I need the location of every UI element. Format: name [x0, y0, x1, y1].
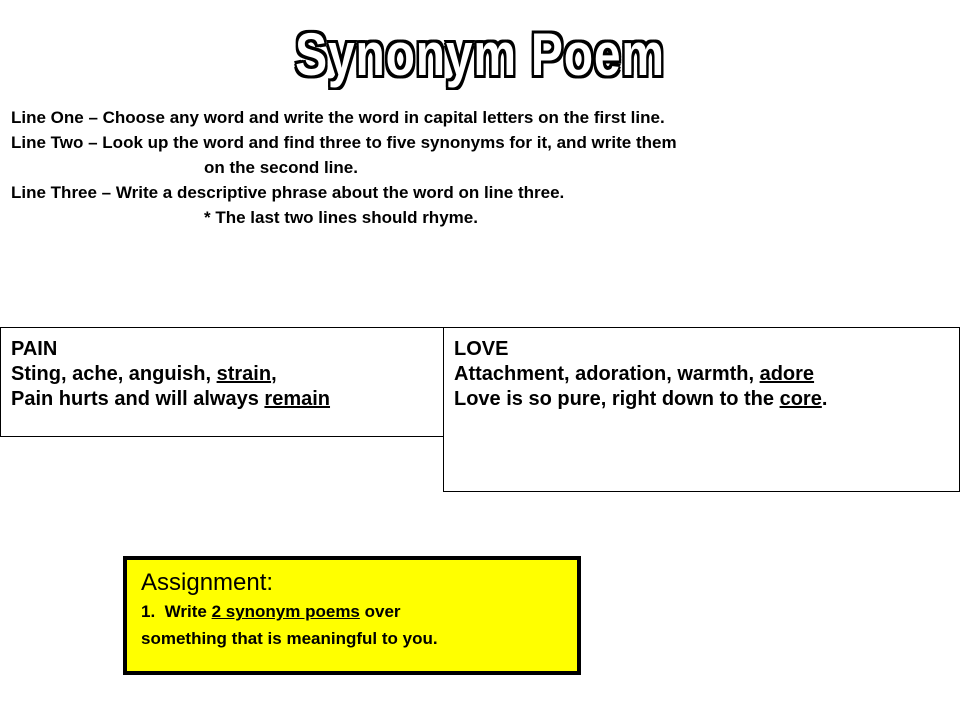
instruction-line-two: Line Two – Look up the word and find three to five synonyms for it, and write them [11, 133, 677, 152]
example-poem-love [443, 327, 960, 492]
item-text-end: over [359, 602, 401, 621]
synonyms-text: Attachment, adoration, warmth, [454, 363, 760, 385]
instructions [11, 105, 956, 230]
assignment-item-continued: something that is meaningful to you. [141, 629, 438, 648]
poem-synonyms [454, 362, 959, 387]
rhyme-word: adore [759, 363, 815, 385]
synonyms-text: Sting, ache, anguish, [11, 363, 217, 385]
item-text: Write [164, 602, 212, 621]
item-number: 1. [141, 602, 156, 621]
example-poem-pain [0, 327, 446, 437]
rhyme-note: * The last two lines should rhyme. [204, 208, 478, 227]
phrase-text: Pain hurts and will always [11, 388, 265, 410]
phrase-text: Love is so pure, right down to the [454, 388, 780, 410]
assignment-heading: Assignment: [141, 569, 274, 596]
task-highlight: 2 synonym poems [211, 602, 360, 621]
poem-phrase [11, 387, 445, 412]
page-title: Synonym Poem [295, 21, 665, 88]
instruction-line-one: Line One – Choose any word and write the word in capital letters on the first line. [11, 108, 665, 127]
instruction-line-two-continued: on the second line. [204, 158, 358, 177]
instruction-line-three: Line Three – Write a descriptive phrase about the word on line three. [11, 183, 565, 202]
assignment-box [123, 556, 581, 675]
rhyme-word: core [779, 388, 822, 410]
poem-word: PAIN [11, 338, 58, 360]
phrase-punct: . [821, 388, 828, 410]
rhyme-word: strain [216, 363, 272, 385]
synonyms-punct: , [271, 363, 277, 385]
assignment-item [141, 598, 577, 625]
rhyme-word: remain [264, 388, 331, 410]
poem-synonyms [11, 362, 445, 387]
poem-word: LOVE [454, 338, 509, 360]
poem-phrase [454, 387, 959, 412]
